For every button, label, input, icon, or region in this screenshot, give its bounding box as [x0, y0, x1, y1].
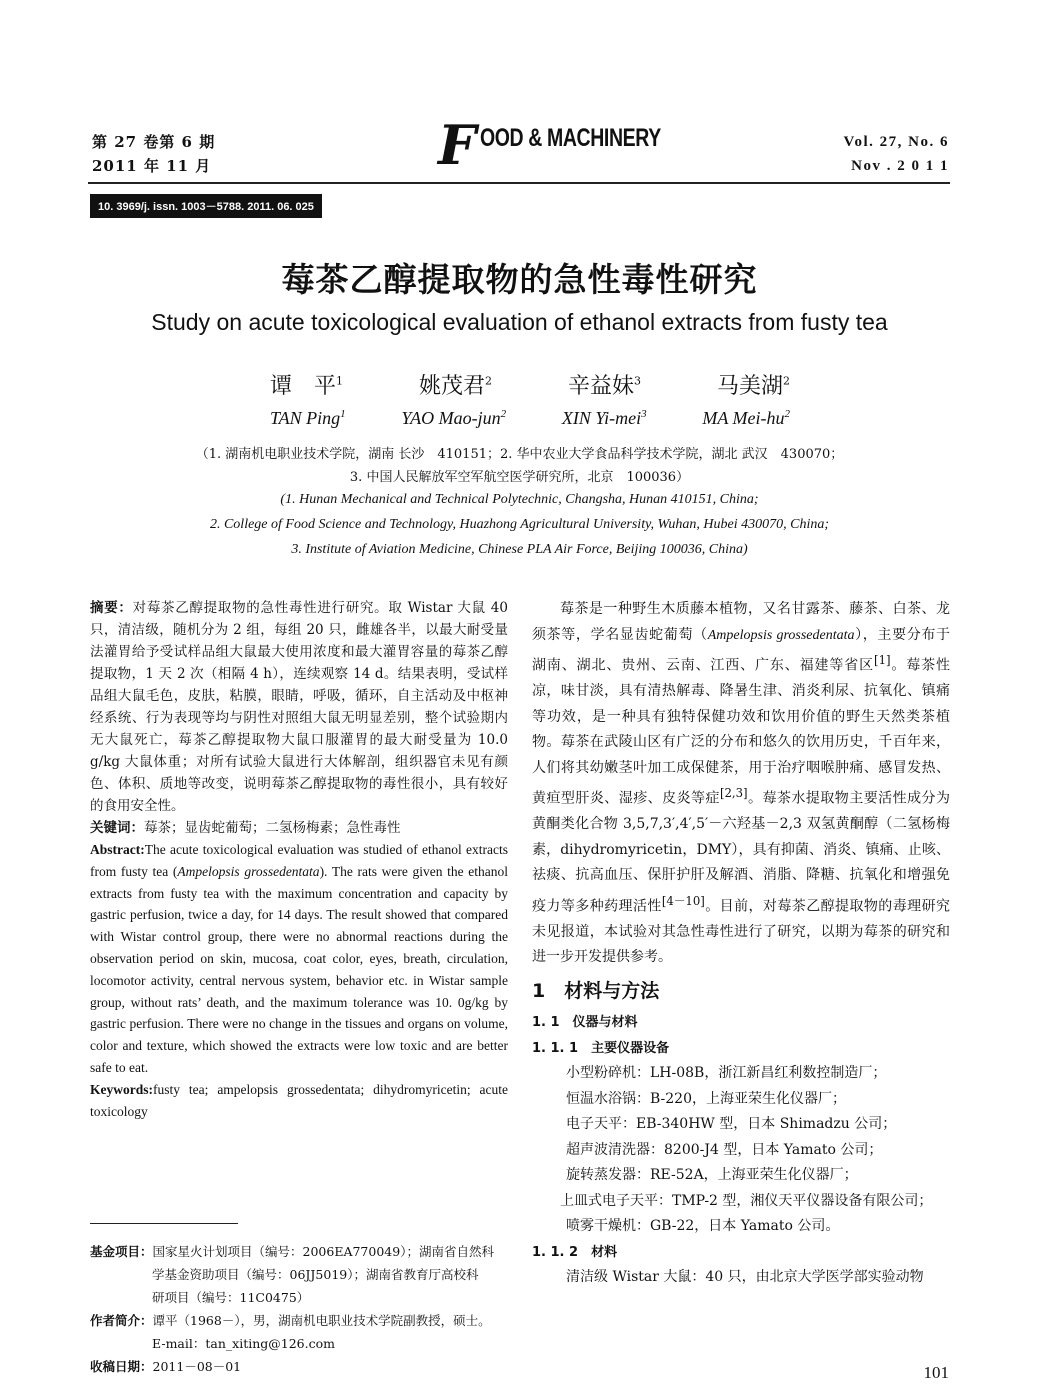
authors-en: [270, 408, 790, 429]
keywords-cn-text: 莓茶；显齿蛇葡萄；二氢杨梅素；急性毒性: [144, 820, 401, 836]
equipment-item: 喷雾干燥机：GB-22，日本 Yamato 公司。: [566, 1218, 840, 1235]
author-en: XIN Yi-mei$^3$: [561, 408, 647, 428]
abstract-cn-text: 对莓茶乙醇提取物的急性毒性进行研究。取 Wistar 大鼠 40 只，清洁级，随机分为 2 组，每组 20 只，雌雄各半，以最大耐受量法灌胃给予受试样品组大鼠最大使用浓度和最大灌胃容量的莓茶乙醇提取物，1 天 2 次（相隔 4 h），连续观察 14 d。结果表明，受试样品组大鼠毛色，皮肤，粘膜，眼睛，呼吸，循环，自主活动及中枢神经系统、行为表现等均与阴性对照组大鼠无明显差别，整个试验期内无大鼠死亡，莓茶乙醇提取物大鼠口服灌胃的最大耐受量为 10.0 g/kg 大鼠体重；对所有试验大鼠进行大体解剖，组织器官未见有颜色、体积、质地等改变，说明莓茶乙醇提取物的毒性很小，具有较好的食用安全性。: [90, 600, 508, 814]
footnote-rule: [90, 1223, 238, 1224]
journal-issue-en: [844, 130, 949, 178]
journal-logo: [438, 113, 712, 177]
author-en: YAO Mao-jun$^2$: [401, 408, 507, 428]
date-cn: 2011 年 11 月: [92, 157, 212, 175]
journal-logo-name: OOD & MACHINERY: [480, 124, 662, 152]
affiliation-cn: （1. 湖南机电职业技术学院，湖南 长沙 410151；2. 华中农业大学食品科学技术学院，湖北 武汉 430070；: [195, 447, 844, 462]
citation: [2,3]: [719, 786, 748, 801]
subsubsection-heading: 1. 1. 1 主要仪器设备: [532, 1040, 670, 1056]
equipment-item: 小型粉碎机：LH-08B，浙江新昌红利数控制造厂；: [566, 1065, 887, 1082]
volume-cn: 第 27 卷第 6 期: [92, 133, 216, 151]
affiliation-en: 2. College of Food Science and Technology, Huazhong Agricultural University, Wuhan, Hubei 430070, China;: [209, 517, 830, 532]
abstract-cn: [90, 597, 508, 817]
affiliation-en: (1. Hunan Mechanical and Technical Polytechnic, Changsha, Hunan 410151, China;: [280, 492, 759, 507]
author-en: TAN Ping$^1$: [270, 408, 346, 428]
equipment-item: 上皿式电子天平：TMP-2 型，湘仪天平仪器设备有限公司；: [560, 1192, 933, 1209]
author-cn: 姚茂君$^2$: [418, 374, 492, 399]
equipment-item: 旋转蒸发器：RE-52A，上海亚荣生化仪器厂；: [566, 1167, 858, 1184]
citation: [4－10]: [661, 893, 705, 908]
equipment-item: 电子天平：EB-340HW 型，日本 Shimadzu 公司；: [566, 1116, 897, 1133]
affiliation-cn: 3. 中国人民解放军空军航空医学研究所，北京 100036）: [349, 470, 690, 485]
journal-issue-cn: [92, 130, 215, 178]
journal-logo-initial: F: [438, 113, 477, 177]
citation: [1]: [874, 653, 891, 667]
header-rule: [88, 182, 950, 184]
abstract-column: [90, 597, 508, 1123]
subsubsection-heading: 1. 1. 2 材料: [532, 1244, 618, 1260]
author-cn: 谭 平$^1$: [270, 374, 344, 399]
author-cn: 辛益妹$^3$: [567, 374, 641, 399]
subsection-heading: 1. 1 仪器与材料: [532, 1015, 638, 1031]
equipment-item: 超声波清洗器：8200-J4 型，日本 Yamato 公司；: [566, 1141, 883, 1158]
materials-text: 清洁级 Wistar 大鼠：40 只，由北京大学医学部实验动物: [566, 1269, 924, 1286]
footnotes: 基金项目： 国家星火计划项目（编号：2006EA770049）；湖南省自然科 学基金资助项目（编号：06JJ5019）；湖南省教育厅高校科 研项目（编号：11C0475） 作者简介： 谭平（1968－），男，湖南机电职业技术学院副教授，硕士。 E-mail：tan_xiting@126.com 收稿日期： 2011－08－01: [90, 1240, 510, 1378]
keywords-en: [90, 1079, 508, 1123]
keywords-cn: [90, 817, 508, 839]
author-cn: 马美湖$^2$: [716, 374, 790, 399]
abstract-en-label: Abstract:: [90, 842, 145, 857]
equipment-item: 恒温水浴锅：B-220，上海亚荣生化仪器厂；: [566, 1090, 846, 1107]
date-en: Nov . 2 0 1 1: [851, 158, 949, 174]
doi-label: 10. 3969/j. issn. 1003－5788. 2011. 06. 025: [90, 194, 322, 218]
intro-paragraph: 莓茶是一种野生木质藤本植物，又名甘露茶、藤茶、白茶、龙须茶等，学名显齿蛇葡萄（Ampelopsis grossedentata），主要分布于湖南、湖北、贵州、云南、江西、广东、福建等省区[1]。莓茶性凉，味甘淡，具有清热解毒、降暑生津、消炎利尿、抗氧化、镇痛等功效，是一种具有独特保健功效和饮用价值的野生天然类茶植物。莓茶在武陵山区有广泛的分布和悠久的饮用历史，千百年来，人们将其幼嫩茎叶加工成保健茶，用于治疗咽喉肿痛、感冒发热、黄疸型肝炎、湿疹、皮炎等症[2,3]。莓茶水提取物主要活性成分为黄酮类化合物 3,5,7,3′,4′,5′－六羟基－2,3 双氢黄酮醇（二氢杨梅素，dihydromyricetin，DMY），具有抑菌、消炎、镇痛、止咳、祛痰、抗高血压、保肝护肝及解酒、消脂、降糖、抗氧化和增强免疫力等多种药理活性[4－10]。目前，对莓茶乙醇提取物的毒理研究未见报道，本试验对其急性毒性进行了研究，以期为莓茶的研究和进一步开发提供参考。: [532, 601, 951, 966]
fund-note: 基金项目： 国家星火计划项目（编号：2006EA770049）；湖南省自然科: [90, 1244, 494, 1259]
keywords-cn-label: 关键词：: [90, 820, 144, 836]
page-number: 101: [923, 1363, 949, 1382]
volume-en: Vol. 27, No. 6: [843, 134, 949, 150]
affiliation-en: 3. Institute of Aviation Medicine, Chinese PLA Air Force, Beijing 100036, China): [291, 542, 748, 557]
author-en: MA Mei-$hu^2$: [702, 408, 790, 428]
abstract-cn-label: 摘要：: [90, 600, 133, 616]
keywords-en-text: fusty tea; ampelopsis grossedentata; dihydromyricetin; acute toxicology: [90, 1081, 508, 1119]
body-column: [532, 597, 950, 1291]
title-cn: 莓茶乙醇提取物的急性毒性研究: [281, 260, 758, 299]
section-heading: 1 材料与方法: [532, 979, 660, 1002]
received-date: 收稿日期： 2011－08－01: [90, 1359, 242, 1374]
author-note: 作者简介： 谭平（1968－），男，湖南机电职业技术学院副教授，硕士。: [90, 1313, 491, 1328]
title-en: Study on acute toxicological evaluation of ethanol extracts from fusty tea: [151, 309, 888, 335]
abstract-en: Abstract:The acute toxicological evaluation was studied of ethanol extracts from fusty tea (Ampelopsis grossedentata). The rats were given the ethanol extracts from fusty tea with the maximum concentration and capacity by gastric perfusion, twice a day, for 14 days. The result showed that compared with Wistar control group, there were no abnormal reactions during the observation period on skin, mucosa, coat color, eyes, breath, circulation, locomotor activity, central nervous system, behavior etc. in Wistar sample group, without rats’ death, and the maximum tolerance was 10. 0g/kg by gastric perfusion. There were no change in the tissues and organs on volume, color and texture, which showed the extracts were low toxic and are better safe to eat.: [90, 842, 508, 1075]
authors-cn: [270, 369, 790, 400]
keywords-en-label: Keywords:: [90, 1081, 153, 1097]
author-email: E-mail：tan_xiting@126.com: [152, 1336, 335, 1351]
